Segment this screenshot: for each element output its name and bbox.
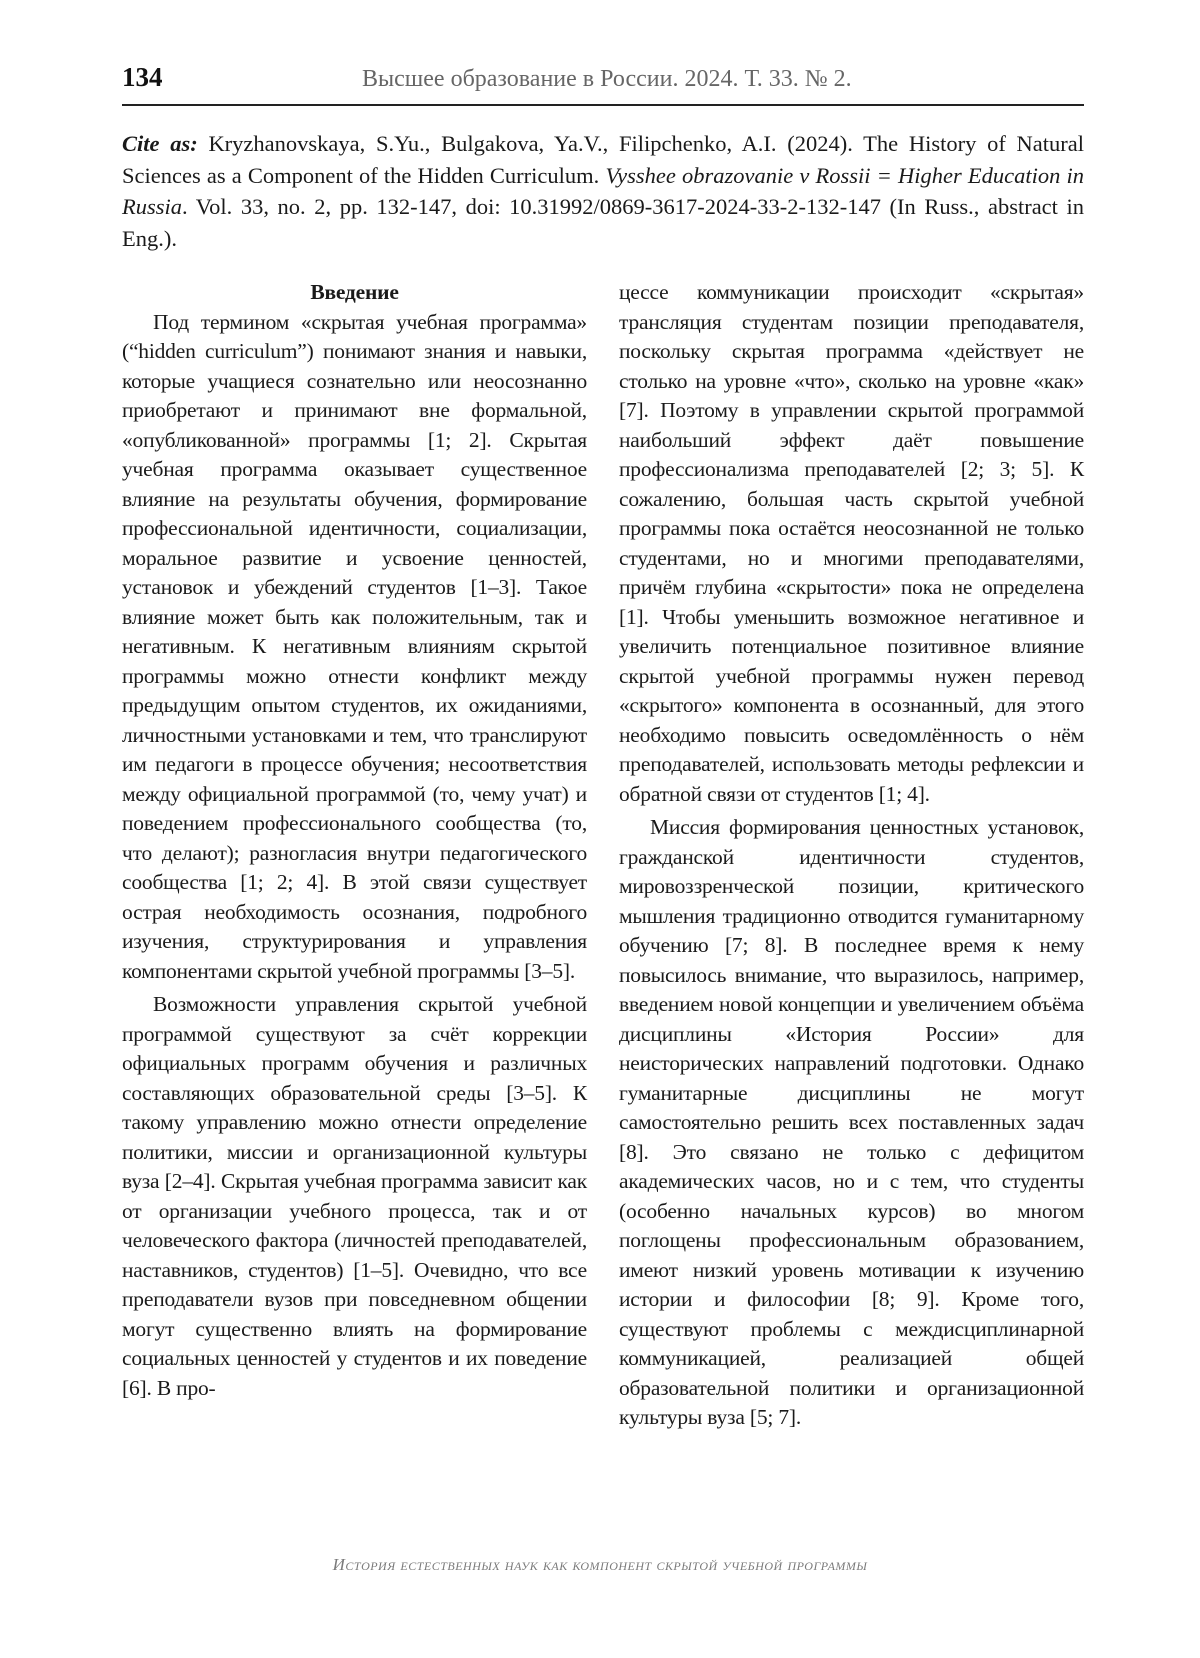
paragraph: Под термином «скрытая учебная программа» (“hidden curriculum”) понимают знания и навыки, которые учащиеся сознательно или неосознанно приобретают и принимают вне формальной, «опубликованной» программы [1; 2]. Скрытая учебная программа оказывает существенное влияние на результаты обучения, формирование профессиональной идентичности, социализации, моральное развитие и усвоение ценностей, установок и убеждений студентов [1–3]. Такое влияние может быть как положительным, так и негативным. К негативным влияниям скрытой программы можно отнести конфликт между предыдущим опытом студентов, их ожиданиями, личностными установками и тем, что транслируют им педагоги в процессе обучения; несоответствия между официальной программой (то, чему учат) и поведением профессионального сообщества (то, что делают); разногласия внутри педагогического сообщества [1; 2; 4]. В этой связи существует острая необходимость осознания, подробного изучения, структурирования и управления компонентами скрытой учебной программы [3–5]. [122,309,587,983]
citation-journal: Vysshee obrazovanie v Rossii = Higher Education in Russia [122,162,1084,220]
paragraph: цессе коммуникации происходит «скрытая» трансляция студентам позиции преподавателя, поскольку скрытая программа «действует не столько на уровне «что», сколько на уровне «как» [7]. Поэтому в управлении скрытой программой наибольший эффект даёт повышение профессионализма преподавателей [2; 3; 5]. К сожалению, большая часть скрытой учебной программы пока остаётся неосознанной не только студентами, но и многими преподавателями, причём глубина «скрытости» пока не определена [1]. Чтобы уменьшить возможное негативное и увеличить потенциальное позитивное влияние скрытой учебной программы нужен перевод «скрытого» компонента в осознанный, для этого необходимо повысить осведомлённость о нём преподавателей, использовать методы рефлексии и обратной связи от студентов [1; 4]. [619,280,1084,806]
left-column [122,278,587,1403]
running-footer [0,1555,1200,1575]
page-header [122,60,1084,106]
paragraph: Возможности управления скрытой учебной программой существуют за счёт коррекции официальных программ обучения и различных составляющих образовательной среды [3–5]. К такому управлению можно отнести определение политики, миссии и организационной культуры вуза [2–4]. Скрытая учебная программа зависит как от организации учебного процесса, так и от человеческого фактора (личностей преподавателей, наставников, студентов) [1–5]. Очевидно, что все преподаватели вузов при повседневном общении могут существенно влиять на формирование социальных ценностей у студентов и их поведение [6]. В про- [122,992,587,1400]
running-title: История естественных наук как компонент скрытой учебной программы [332,1555,868,1574]
page-number: 134 [122,62,163,92]
section-heading: Введение [310,280,399,304]
journal-title: Высшее образование в России. 2024. Т. 33. № 2. [362,66,852,92]
paragraph: Миссия формирования ценностных установок, гражданской идентичности студентов, мировоззренческой позиции, критического мышления традиционно отводится гуманитарному обучению [7; 8]. В последнее время к нему повысилось внимание, что выразилось, например, введением новой концепции и увеличением объёма дисциплины «История России» для неисторических направлений подготовки. Однако гуманитарные дисциплины не могут самостоятельно решить всех поставленных задач [8]. Это связано не только с дефицитом академических часов, но и с тем, что студенты (особенно начальных курсов) во многом поглощены профессиональным образованием, имеют низкий уровень мотивации к изучению истории и философии [8; 9]. Кроме того, существуют проблемы с междисциплинарной коммуникацией, реализацией общей образовательной политики и организационной культуры вуза [5; 7]. [619,815,1084,1429]
citation-authors: Kryzhanovskaya, S.Yu., Bulgakova, Ya.V., Filipchenko, A.I. (2024). The History of Natural Sciences as a Component of the Hidden Curriculum. [122,131,1085,188]
citation-label: Cite as: [122,131,198,156]
right-column [619,278,1084,1433]
citation-block [122,128,1084,254]
citation-details: . Vol. 33, no. 2, pp. 132-147, doi: 10.31992/0869-3617-2024-33-2-132-147 (In Russ., abstract in Eng.). [122,194,1084,251]
